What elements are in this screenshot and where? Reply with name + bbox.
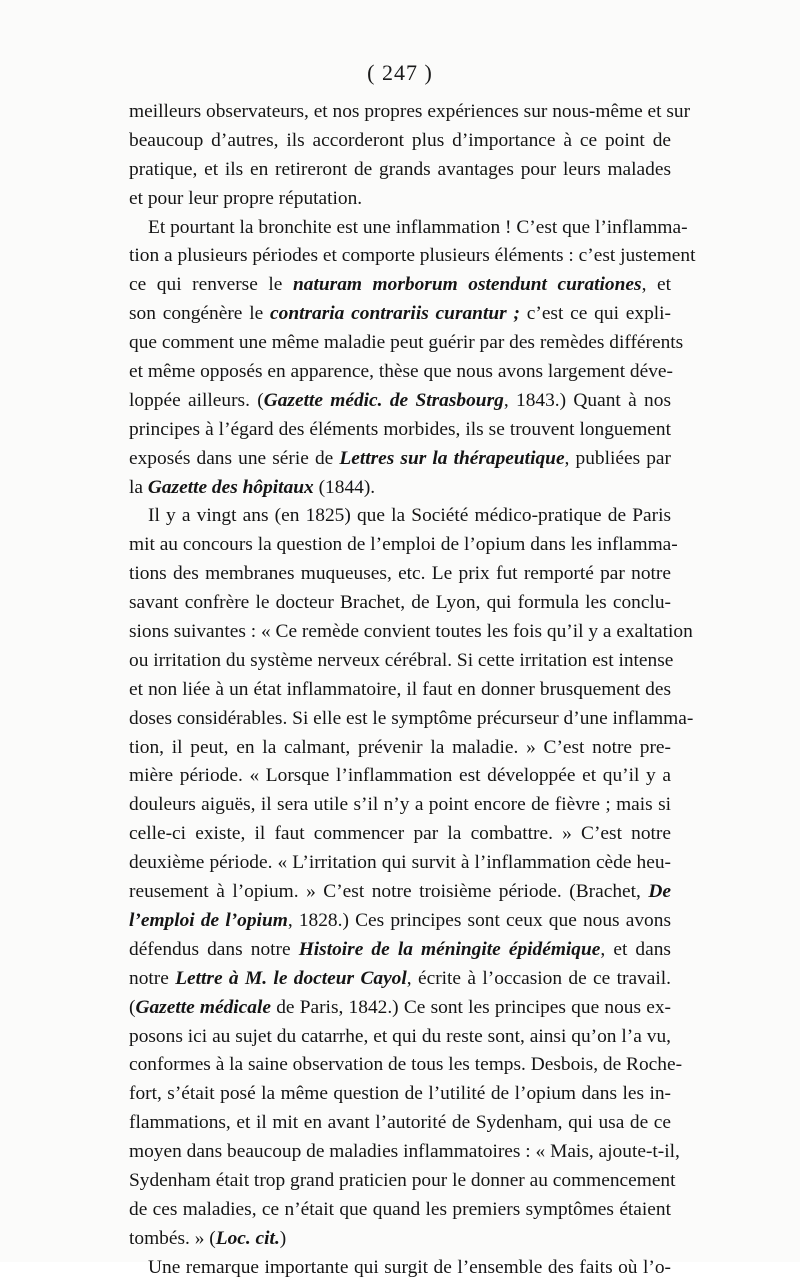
text-line xyxy=(129,242,696,271)
text-run: loppée ailleurs. ( xyxy=(129,389,264,411)
text-run: la xyxy=(129,476,148,498)
text-line xyxy=(129,791,671,820)
italic-text: Lettres sur la thérapeutique xyxy=(339,447,565,469)
text-line xyxy=(129,387,671,416)
text-line xyxy=(129,560,671,589)
text-run: deuxième période. « L’irritation qui survit à l’inflammation cède heu- xyxy=(129,852,671,874)
text-line xyxy=(129,589,671,618)
text-run: défendus dans notre xyxy=(129,938,299,960)
text-run: savant confrère le docteur Brachet, de Lyon, qui formula les conclu- xyxy=(129,592,671,614)
text-run: tions des membranes muqueuses, etc. Le prix fut remporté par notre xyxy=(129,563,671,585)
text-run: notre xyxy=(129,967,176,989)
text-run: ou irritation du système nerveux cérébral. Si cette irritation est intense xyxy=(129,649,674,671)
text-line xyxy=(129,1167,676,1196)
text-line xyxy=(129,1080,671,1109)
text-line xyxy=(129,1138,680,1167)
text-run: ( xyxy=(129,996,136,1018)
text-line xyxy=(129,1109,671,1138)
text-run: mit au concours la question de l’emploi de l’opium dans les inflamma- xyxy=(129,534,678,556)
text-run: reusement à l’opium. » C’est notre troisième période. (Brachet, xyxy=(129,881,649,903)
text-run: exposés dans une série de xyxy=(129,447,340,469)
text-run: de ces maladies, ce n’était que quand les premiers symptômes étaient xyxy=(129,1198,671,1220)
text-run: et pour leur propre réputation. xyxy=(129,187,363,209)
text-line xyxy=(129,98,691,127)
text-line xyxy=(129,502,671,531)
text-line xyxy=(129,1196,671,1225)
text-run: , 1828.) Ces principes sont ceux que nous avons xyxy=(287,909,671,931)
text-run: , et xyxy=(641,274,672,296)
text-line xyxy=(129,907,671,936)
text-line xyxy=(129,300,671,329)
text-run: mière période. « Lorsque l’inflammation est développée et qu’il y a xyxy=(129,765,671,787)
italic-text: Gazette médicale xyxy=(135,996,271,1018)
text-line xyxy=(129,127,671,156)
italic-text: l’emploi de l’opium xyxy=(129,909,288,931)
italic-text: Lettre à M. le docteur Cayol xyxy=(175,967,407,989)
italic-text: Loc. cit. xyxy=(215,1227,280,1249)
text-line xyxy=(129,878,671,907)
text-run: conformes à la saine observation de tous les temps. Desbois, de Roche- xyxy=(129,1054,683,1076)
text-run: doses considérables. Si elle est le symptôme précurseur d’une inflamma- xyxy=(129,707,694,729)
text-run: douleurs aiguës, il sera utile s’il n’y a point encore de fièvre ; mais si xyxy=(129,794,671,816)
text-line xyxy=(129,1051,683,1080)
text-run: Une remarque importante qui surgit de l’ensemble des faits où l’o- xyxy=(148,1256,671,1278)
page-number: ( 247 ) xyxy=(367,60,433,85)
text-line xyxy=(129,734,671,763)
italic-text: Histoire de la méningite épidémique xyxy=(298,938,601,960)
text-line xyxy=(129,156,671,185)
text-run: posons ici au sujet du catarrhe, et qui du reste sont, ainsi qu’on l’a vu, xyxy=(129,1025,671,1047)
text-line xyxy=(129,849,671,878)
text-run: flammations, et il mit en avant l’autorité de Sydenham, qui usa de ce xyxy=(129,1112,671,1134)
italic-text: Gazette des hôpitaux xyxy=(147,476,314,498)
text-line xyxy=(129,531,678,560)
text-run: celle-ci existe, il faut commencer par la combattre. » C’est notre xyxy=(129,823,671,845)
text-run: ) xyxy=(279,1227,287,1249)
text-run: tion, il peut, en la calmant, prévenir la maladie. » C’est notre pre- xyxy=(129,736,671,758)
text-line xyxy=(129,618,693,647)
text-run: son congénère le xyxy=(129,303,271,325)
text-line xyxy=(129,185,671,214)
text-run: , 1843.) Quant à nos xyxy=(503,389,671,411)
text-run: , et dans xyxy=(600,938,671,960)
text-run: sions suivantes : « Ce remède convient toutes les fois qu’il y a exaltation xyxy=(129,621,693,643)
text-line xyxy=(129,474,671,503)
text-line xyxy=(129,762,671,791)
text-line xyxy=(129,1225,671,1254)
text-run: de Paris, 1842.) Ce sont les principes que nous ex- xyxy=(270,996,671,1018)
italic-text: Gazette médic. de Strasbourg xyxy=(263,389,504,411)
text-run: beaucoup d’autres, ils accorderont plus d’importance à ce point de xyxy=(129,129,671,151)
text-run: que comment une même maladie peut guérir par des remèdes différents xyxy=(129,332,684,354)
text-run: (1844). xyxy=(313,476,376,498)
text-run: , publiées par xyxy=(564,447,671,469)
text-line xyxy=(129,965,671,994)
text-line xyxy=(129,416,671,445)
text-line xyxy=(129,1023,671,1052)
italic-text: contraria contrariis curantur ; xyxy=(270,303,520,325)
text-run: et même opposés en apparence, thèse que nous avons largement déve- xyxy=(129,361,673,383)
text-line xyxy=(129,820,671,849)
text-line xyxy=(129,936,671,965)
text-run: pratique, et ils en retireront de grands avantages pour leurs malades xyxy=(129,158,671,180)
text-run: , écrite à l’occasion de ce travail. xyxy=(406,967,671,989)
text-run: moyen dans beaucoup de maladies inflammatoires : « Mais, ajoute-t-il, xyxy=(129,1141,680,1163)
text-line xyxy=(129,214,688,243)
text-line xyxy=(129,676,671,705)
text-run: fort, s’était posé la même question de l’utilité de l’opium dans les in- xyxy=(129,1083,671,1105)
text-line xyxy=(129,329,684,358)
text-run: Sydenham était trop grand praticien pour le donner au commencement xyxy=(129,1169,676,1191)
text-run: meilleurs observateurs, et nos propres expériences sur nous-même et sur xyxy=(129,101,691,122)
text-run: et non liée à un état inflammatoire, il faut en donner brusquement des xyxy=(129,678,671,700)
text-line xyxy=(129,1254,671,1283)
text-run: Il y a vingt ans (en 1825) que la Société médico-pratique de Paris xyxy=(148,505,671,527)
text-run: principes à l’égard des éléments morbides, ils se trouvent longuement xyxy=(129,418,671,440)
text-run: ce qui renverse le xyxy=(129,274,293,296)
body-text xyxy=(129,98,696,1283)
text-line xyxy=(129,271,671,300)
text-line xyxy=(129,705,694,734)
italic-text: naturam morborum ostendunt curationes xyxy=(293,274,642,296)
text-line xyxy=(129,358,671,387)
text-run: tombés. » ( xyxy=(129,1227,216,1249)
text-run: Et pourtant la bronchite est une inflammation ! C’est que l’inflamma- xyxy=(148,216,688,238)
text-line xyxy=(129,445,671,474)
italic-text: De xyxy=(648,881,671,903)
text-line xyxy=(129,647,674,676)
text-run: c’est ce qui expli- xyxy=(519,303,671,325)
text-line xyxy=(129,994,671,1023)
text-run: tion a plusieurs périodes et comporte plusieurs éléments : c’est justement xyxy=(129,245,696,267)
